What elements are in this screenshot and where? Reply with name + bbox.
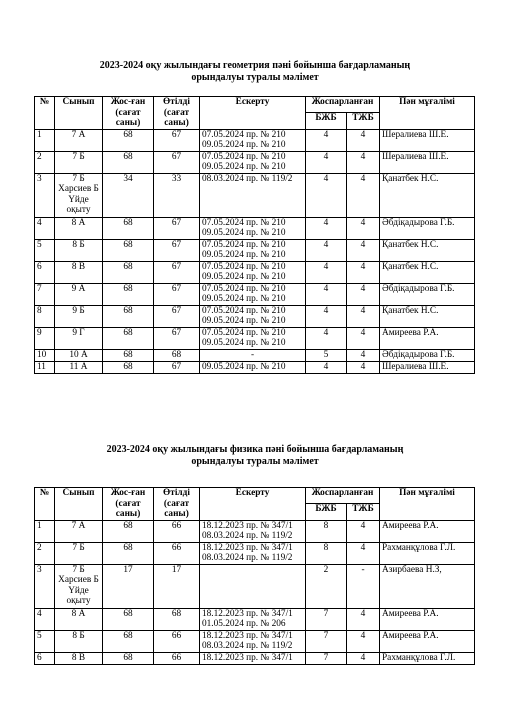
row-num: 6 xyxy=(35,261,55,283)
row-note xyxy=(200,520,306,542)
table-row xyxy=(35,239,475,261)
row-planned: 68 xyxy=(103,327,154,349)
note-line: 09.05.2024 пр. № 210 xyxy=(202,162,286,172)
row-teacher: Әбдіқадырова Г.Б. xyxy=(380,349,475,361)
doc2-title xyxy=(0,444,510,468)
row-done: 67 xyxy=(154,217,200,239)
note-line: 07.05.2024 пр. № 210 xyxy=(202,129,286,140)
note-line: 09.05.2024 пр. № 210 xyxy=(202,228,286,238)
row-num: 3 xyxy=(35,564,55,608)
note-line: 08.03.2024 пр. № 119/2 xyxy=(202,531,293,541)
row-tjb: 4 xyxy=(347,361,380,373)
note-line: 07.05.2024 пр. № 210 xyxy=(202,239,286,250)
row-planned: 68 xyxy=(103,129,154,151)
row-tjb: 4 xyxy=(347,630,380,652)
table-row xyxy=(35,652,475,664)
table-row xyxy=(35,361,475,373)
row-done: 66 xyxy=(154,630,200,652)
note-line: 07.05.2024 пр. № 210 xyxy=(202,283,286,294)
table-row xyxy=(35,349,475,361)
row-class: 7 Б Харсиев Б Үйде оқыту xyxy=(55,173,103,217)
header-num: № xyxy=(35,488,55,521)
row-done: 33 xyxy=(154,173,200,217)
row-num: 3 xyxy=(35,173,55,217)
row-class: 9 Г xyxy=(55,327,103,349)
row-planned: 68 xyxy=(103,305,154,327)
header-done: Өтілді (сағат саны) xyxy=(154,97,200,130)
row-bjb: 5 xyxy=(306,349,347,361)
header-teacher: Пән мұғалімі xyxy=(380,97,475,130)
note-line: 08.03.2024 пр. № 119/2 xyxy=(202,641,293,651)
row-num: 2 xyxy=(35,542,55,564)
row-num: 2 xyxy=(35,151,55,173)
row-note xyxy=(200,239,306,261)
header-class: Сынып xyxy=(55,488,103,521)
note-line: 07.05.2024 пр. № 210 xyxy=(202,151,286,162)
row-teacher: Рахманқұлова Г.Л. xyxy=(380,542,475,564)
row-class: 8 А xyxy=(55,217,103,239)
row-num: 6 xyxy=(35,652,55,664)
row-done: 67 xyxy=(154,261,200,283)
row-class: 8 В xyxy=(55,652,103,664)
row-done: 68 xyxy=(154,608,200,630)
row-teacher: Қанатбек Н.С. xyxy=(380,261,475,283)
row-tjb: 4 xyxy=(347,129,380,151)
table-row xyxy=(35,305,475,327)
row-num: 9 xyxy=(35,327,55,349)
row-class: 7 Б Харсиев Б Үйде оқыту xyxy=(55,564,103,608)
row-bjb: 2 xyxy=(306,564,347,608)
table-row xyxy=(35,129,475,151)
row-num: 5 xyxy=(35,630,55,652)
note-line: 07.05.2024 пр. № 210 xyxy=(202,217,286,228)
row-note xyxy=(200,361,306,373)
row-done: 68 xyxy=(154,349,200,361)
row-planned: 68 xyxy=(103,630,154,652)
note-line: 18.12.2023 пр. № 347/1 xyxy=(202,608,293,619)
table-row xyxy=(35,261,475,283)
note-line: 09.05.2024 пр. № 210 xyxy=(202,250,286,260)
row-note xyxy=(200,652,306,664)
doc1-table-body xyxy=(35,129,475,373)
row-teacher: Шералиева Ш.Е. xyxy=(380,361,475,373)
header-planned: Жос-ған (сағат саны) xyxy=(103,97,154,130)
header-num: № xyxy=(35,97,55,130)
row-note xyxy=(200,305,306,327)
row-planned: 34 xyxy=(103,173,154,217)
row-teacher: Әбдіқадырова Г.Б. xyxy=(380,217,475,239)
row-tjb: 4 xyxy=(347,349,380,361)
doc1-table xyxy=(34,96,475,374)
note-line: 08.03.2024 пр. № 119/2 xyxy=(202,173,293,184)
row-bjb: 4 xyxy=(306,239,347,261)
note-line: 09.05.2024 пр. № 210 xyxy=(202,272,286,282)
row-bjb: 8 xyxy=(306,542,347,564)
note-line: 07.05.2024 пр. № 210 xyxy=(202,327,286,338)
row-num: 7 xyxy=(35,283,55,305)
doc2-title-line2: орындалуы туралы мәлімет xyxy=(191,456,319,467)
row-tjb: 4 xyxy=(347,261,380,283)
row-class: 10 А xyxy=(55,349,103,361)
row-class: 9 Б xyxy=(55,305,103,327)
row-note xyxy=(200,173,306,217)
row-bjb: 4 xyxy=(306,283,347,305)
row-class: 9 А xyxy=(55,283,103,305)
row-class: 7 Б xyxy=(55,151,103,173)
row-tjb: 4 xyxy=(347,608,380,630)
row-bjb: 4 xyxy=(306,129,347,151)
header-done: Өтілді (сағат саны) xyxy=(154,488,200,521)
row-num: 1 xyxy=(35,520,55,542)
table-row xyxy=(35,608,475,630)
header-note: Ескерту xyxy=(200,488,306,521)
table-row xyxy=(35,217,475,239)
table-row xyxy=(35,542,475,564)
row-num: 4 xyxy=(35,217,55,239)
row-num: 5 xyxy=(35,239,55,261)
row-class: 8 А xyxy=(55,608,103,630)
row-class: 8 В xyxy=(55,261,103,283)
row-tjb: - xyxy=(347,564,380,608)
row-planned: 68 xyxy=(103,349,154,361)
row-bjb: 4 xyxy=(306,305,347,327)
row-tjb: 4 xyxy=(347,327,380,349)
note-line: 09.05.2024 пр. № 210 xyxy=(202,294,286,304)
row-num: 10 xyxy=(35,349,55,361)
header-note: Ескерту xyxy=(200,97,306,130)
row-tjb: 4 xyxy=(347,520,380,542)
table-row xyxy=(35,520,475,542)
row-bjb: 4 xyxy=(306,327,347,349)
row-teacher: Қанатбек Н.С. xyxy=(380,305,475,327)
row-teacher: Амиреева Р.А. xyxy=(380,327,475,349)
header-class: Сынып xyxy=(55,97,103,130)
row-bjb: 4 xyxy=(306,173,347,217)
row-bjb: 4 xyxy=(306,151,347,173)
row-done: 17 xyxy=(154,564,200,608)
row-done: 67 xyxy=(154,129,200,151)
header-planned-group: Жоспарланған xyxy=(306,97,380,113)
row-teacher: Қанатбек Н.С. xyxy=(380,173,475,217)
row-done: 67 xyxy=(154,327,200,349)
note-line: 09.05.2024 пр. № 210 xyxy=(202,140,286,150)
note-line: 09.05.2024 пр. № 210 xyxy=(202,361,286,372)
row-planned: 17 xyxy=(103,564,154,608)
row-planned: 68 xyxy=(103,361,154,373)
row-planned: 68 xyxy=(103,239,154,261)
row-teacher: Шералиева Ш.Е. xyxy=(380,129,475,151)
row-planned: 68 xyxy=(103,261,154,283)
row-tjb: 4 xyxy=(347,151,380,173)
row-tjb: 4 xyxy=(347,173,380,217)
table-row xyxy=(35,630,475,652)
header-bjb: БЖБ xyxy=(306,113,347,129)
row-done: 67 xyxy=(154,151,200,173)
note-line: 18.12.2023 пр. № 347/1 xyxy=(202,520,293,531)
row-bjb: 7 xyxy=(306,630,347,652)
row-class: 8 Б xyxy=(55,630,103,652)
note-line: 18.12.2023 пр. № 347/1 xyxy=(202,542,293,553)
header-tjb: ТЖБ xyxy=(347,113,380,129)
row-planned: 68 xyxy=(103,652,154,664)
table-row xyxy=(35,173,475,217)
row-class: 7 А xyxy=(55,129,103,151)
table-row xyxy=(35,564,475,608)
row-class: 8 Б xyxy=(55,239,103,261)
note-line: 07.05.2024 пр. № 210 xyxy=(202,261,286,272)
row-done: 67 xyxy=(154,305,200,327)
header-planned-group: Жоспарланған xyxy=(306,488,380,504)
table-row xyxy=(35,327,475,349)
note-line: 07.05.2024 пр. № 210 xyxy=(202,305,286,316)
row-class: 7 А xyxy=(55,520,103,542)
row-num: 1 xyxy=(35,129,55,151)
row-planned: 68 xyxy=(103,608,154,630)
note-line: 18.12.2023 пр. № 347/1 xyxy=(202,630,293,641)
note-line: 08.03.2024 пр. № 119/2 xyxy=(202,553,293,563)
table-row xyxy=(35,151,475,173)
doc2-title-line1: 2023-2024 оқу жылындағы физика пәні бойынша бағдарламаның xyxy=(106,444,404,455)
row-planned: 68 xyxy=(103,542,154,564)
row-note xyxy=(200,217,306,239)
row-teacher: Азирбаева Н.З, xyxy=(380,564,475,608)
row-note xyxy=(200,630,306,652)
row-note xyxy=(200,564,306,608)
row-tjb: 4 xyxy=(347,652,380,664)
row-done: 67 xyxy=(154,283,200,305)
row-teacher: Амиреева Р.А. xyxy=(380,608,475,630)
note-line: 09.05.2024 пр. № 210 xyxy=(202,338,286,348)
row-note xyxy=(200,151,306,173)
doc1-title xyxy=(0,60,510,84)
table-row xyxy=(35,283,475,305)
row-note xyxy=(200,261,306,283)
row-done: 66 xyxy=(154,652,200,664)
row-done: 67 xyxy=(154,239,200,261)
row-done: 66 xyxy=(154,542,200,564)
doc2-table xyxy=(34,487,475,665)
row-bjb: 4 xyxy=(306,217,347,239)
row-note xyxy=(200,283,306,305)
row-bjb: 7 xyxy=(306,652,347,664)
row-tjb: 4 xyxy=(347,283,380,305)
row-planned: 68 xyxy=(103,217,154,239)
row-tjb: 4 xyxy=(347,542,380,564)
row-note xyxy=(200,542,306,564)
row-tjb: 4 xyxy=(347,239,380,261)
row-num: 11 xyxy=(35,361,55,373)
doc2-table-body xyxy=(35,520,475,664)
row-num: 8 xyxy=(35,305,55,327)
row-teacher: Рахманқұлова Г.Л. xyxy=(380,652,475,664)
doc1-title-line2: орындалуы туралы мәлімет xyxy=(191,72,319,83)
row-tjb: 4 xyxy=(347,305,380,327)
note-line: 01.05.2024 пр. № 206 xyxy=(202,619,286,629)
row-num: 4 xyxy=(35,608,55,630)
row-bjb: 4 xyxy=(306,361,347,373)
row-planned: 68 xyxy=(103,283,154,305)
row-teacher: Әбдіқадырова Г.Б. xyxy=(380,283,475,305)
row-teacher: Амиреева Р.А. xyxy=(380,520,475,542)
row-bjb: 8 xyxy=(306,520,347,542)
note-line: 18.12.2023 пр. № 347/1 xyxy=(202,652,293,663)
row-planned: 68 xyxy=(103,520,154,542)
header-planned: Жос-ған (сағат саны) xyxy=(103,488,154,521)
header-bjb: БЖБ xyxy=(306,504,347,520)
row-teacher: Амиреева Р.А. xyxy=(380,630,475,652)
row-bjb: 7 xyxy=(306,608,347,630)
row-class: 11 А xyxy=(55,361,103,373)
row-note xyxy=(200,129,306,151)
row-tjb: 4 xyxy=(347,217,380,239)
row-note xyxy=(200,349,306,361)
header-teacher: Пән мұғалімі xyxy=(380,488,475,521)
header-tjb: ТЖБ xyxy=(347,504,380,520)
note-line: - xyxy=(250,349,255,360)
row-bjb: 4 xyxy=(306,261,347,283)
doc1-title-line1: 2023-2024 оқу жылындағы геометрия пәні бойынша бағдарламаның xyxy=(99,60,411,71)
row-teacher: Қанатбек Н.С. xyxy=(380,239,475,261)
row-note xyxy=(200,608,306,630)
row-class: 7 Б xyxy=(55,542,103,564)
note-line: 09.05.2024 пр. № 210 xyxy=(202,316,286,326)
row-teacher: Шералиева Ш.Е. xyxy=(380,151,475,173)
row-note xyxy=(200,327,306,349)
row-done: 67 xyxy=(154,361,200,373)
row-done: 66 xyxy=(154,520,200,542)
row-planned: 68 xyxy=(103,151,154,173)
